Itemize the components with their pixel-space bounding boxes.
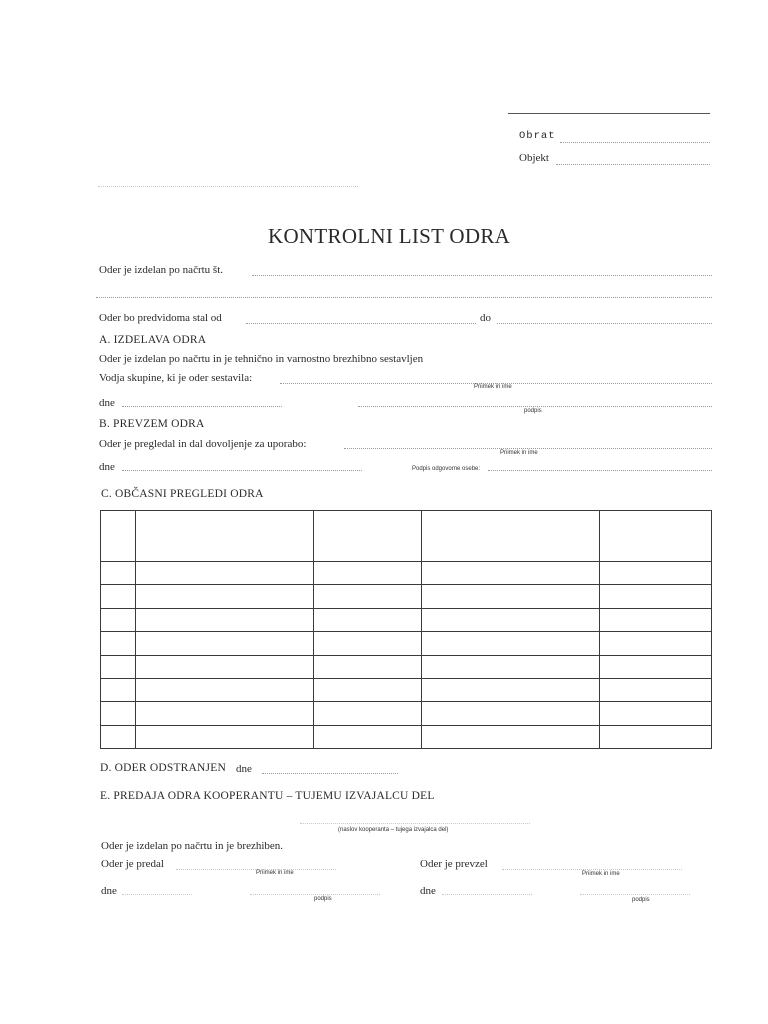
predal-caption: Priimek in ime bbox=[256, 870, 294, 876]
inspection-table bbox=[100, 510, 712, 749]
section-b-dne-label: dne bbox=[99, 461, 115, 473]
table-cell[interactable] bbox=[313, 632, 422, 655]
stal-od-label: Oder bo predvidoma stal od bbox=[99, 312, 222, 324]
table-cell[interactable] bbox=[313, 678, 422, 701]
section-a-dne-field[interactable] bbox=[122, 406, 282, 407]
section-e-heading: E. PREDAJA ODRA KOOPERANTU – TUJEMU IZVAJALCU DEL bbox=[100, 790, 435, 802]
nacrt-field-continuation[interactable] bbox=[96, 297, 712, 298]
table-cell[interactable] bbox=[101, 655, 136, 678]
table-cell[interactable] bbox=[422, 608, 600, 631]
table-cell[interactable] bbox=[422, 678, 600, 701]
table-cell[interactable] bbox=[135, 562, 313, 585]
section-b-name-caption: Priimek in ime bbox=[500, 450, 538, 456]
table-header-cell bbox=[600, 511, 712, 562]
table-row bbox=[101, 585, 712, 608]
table-cell[interactable] bbox=[422, 562, 600, 585]
table-cell[interactable] bbox=[422, 702, 600, 725]
table-cell[interactable] bbox=[422, 585, 600, 608]
table-cell[interactable] bbox=[313, 725, 422, 748]
table-cell[interactable] bbox=[313, 655, 422, 678]
table-cell[interactable] bbox=[101, 632, 136, 655]
table-cell[interactable] bbox=[600, 725, 712, 748]
table-cell[interactable] bbox=[135, 725, 313, 748]
section-a-statement: Oder je izdelan po načrtu in je tehnično in varnostno brezhibno sestavljen bbox=[99, 353, 424, 365]
table-header-cell bbox=[313, 511, 422, 562]
table-header-cell bbox=[135, 511, 313, 562]
section-b-name-field[interactable] bbox=[344, 448, 712, 449]
table-cell[interactable] bbox=[135, 608, 313, 631]
header-rule bbox=[508, 113, 710, 114]
table-cell[interactable] bbox=[101, 678, 136, 701]
prevzel-label: Oder je prevzel bbox=[420, 858, 488, 870]
section-e-dne-right-field[interactable] bbox=[442, 894, 532, 895]
table-cell[interactable] bbox=[313, 585, 422, 608]
section-e-podpis-right-caption: podpis bbox=[632, 897, 650, 903]
kooperant-caption: (naslov kooperanta – tujega izvajalca del) bbox=[338, 827, 449, 833]
table-cell[interactable] bbox=[600, 678, 712, 701]
document-title: KONTROLNI LIST ODRA bbox=[268, 224, 511, 248]
prevzel-field[interactable] bbox=[502, 869, 682, 870]
table-cell[interactable] bbox=[422, 632, 600, 655]
header-dotted-line bbox=[98, 186, 358, 187]
predal-label: Oder je predal bbox=[101, 858, 164, 870]
table-cell[interactable] bbox=[422, 725, 600, 748]
objekt-label: Objekt bbox=[519, 152, 549, 164]
vodja-caption: Priimek in ime bbox=[474, 384, 512, 390]
section-e-dne-right-label: dne bbox=[420, 885, 436, 897]
section-d-dne-field[interactable] bbox=[262, 773, 398, 774]
section-c-heading: C. OBČASNI PREGLEDI ODRA bbox=[101, 488, 264, 500]
section-b-dne-field[interactable] bbox=[122, 470, 362, 471]
stal-do-field[interactable] bbox=[497, 323, 712, 324]
section-e-podpis-left-field[interactable] bbox=[250, 894, 380, 895]
table-row bbox=[101, 608, 712, 631]
section-e-podpis-right-field[interactable] bbox=[580, 894, 690, 895]
section-e-dne-left-label: dne bbox=[101, 885, 117, 897]
table-row bbox=[101, 725, 712, 748]
table-cell[interactable] bbox=[101, 608, 136, 631]
nacrt-field[interactable] bbox=[252, 275, 712, 276]
section-d-heading: D. ODER ODSTRANJEN bbox=[100, 762, 226, 774]
table-cell[interactable] bbox=[600, 655, 712, 678]
vodja-label: Vodja skupine, ki je oder sestavila: bbox=[99, 372, 253, 384]
section-b-podpis-caption: Podpis odgovorne osebe: bbox=[412, 466, 481, 472]
stal-do-label: do bbox=[480, 312, 491, 324]
table-cell[interactable] bbox=[600, 632, 712, 655]
section-e-statement: Oder je izdelan po načrtu in je brezhiben. bbox=[101, 840, 284, 852]
section-e-dne-left-field[interactable] bbox=[122, 894, 192, 895]
table-cell[interactable] bbox=[600, 608, 712, 631]
stal-od-field[interactable] bbox=[246, 323, 476, 324]
table-cell[interactable] bbox=[135, 702, 313, 725]
prevzel-caption: Priimek in ime bbox=[582, 871, 620, 877]
table-header-row bbox=[101, 511, 712, 562]
table-row bbox=[101, 655, 712, 678]
kooperant-field[interactable] bbox=[300, 823, 530, 824]
section-e-podpis-left-caption: podpis bbox=[314, 896, 332, 902]
table-cell[interactable] bbox=[101, 562, 136, 585]
section-a-podpis-caption: podpis bbox=[524, 408, 542, 414]
table-cell[interactable] bbox=[101, 725, 136, 748]
table-cell[interactable] bbox=[135, 655, 313, 678]
table-row bbox=[101, 702, 712, 725]
table-header-cell bbox=[422, 511, 600, 562]
obrat-field[interactable] bbox=[560, 142, 710, 143]
table-row bbox=[101, 678, 712, 701]
table-cell[interactable] bbox=[600, 585, 712, 608]
table-row bbox=[101, 562, 712, 585]
table-header-cell bbox=[101, 511, 136, 562]
section-d-dne-label: dne bbox=[236, 763, 252, 775]
nacrt-label: Oder je izdelan po načrtu št. bbox=[99, 264, 224, 276]
table-cell[interactable] bbox=[135, 585, 313, 608]
table-cell[interactable] bbox=[313, 608, 422, 631]
section-a-dne-label: dne bbox=[99, 397, 115, 409]
table-cell[interactable] bbox=[313, 562, 422, 585]
section-a-heading: A. IZDELAVA ODRA bbox=[99, 334, 207, 346]
table-cell[interactable] bbox=[313, 702, 422, 725]
table-cell[interactable] bbox=[422, 655, 600, 678]
table-cell[interactable] bbox=[135, 678, 313, 701]
table-row bbox=[101, 632, 712, 655]
obrat-label: Obrat bbox=[519, 130, 556, 142]
table-cell[interactable] bbox=[101, 702, 136, 725]
objekt-field[interactable] bbox=[556, 164, 710, 165]
section-b-podpis-field[interactable] bbox=[488, 470, 712, 471]
table-cell[interactable] bbox=[101, 585, 136, 608]
table-cell[interactable] bbox=[600, 702, 712, 725]
table-cell[interactable] bbox=[135, 632, 313, 655]
table-cell[interactable] bbox=[600, 562, 712, 585]
section-b-statement: Oder je pregledal in dal dovoljenje za uporabo: bbox=[99, 438, 307, 450]
section-b-heading: B. PREVZEM ODRA bbox=[99, 418, 205, 430]
section-a-podpis-field[interactable] bbox=[358, 406, 712, 407]
